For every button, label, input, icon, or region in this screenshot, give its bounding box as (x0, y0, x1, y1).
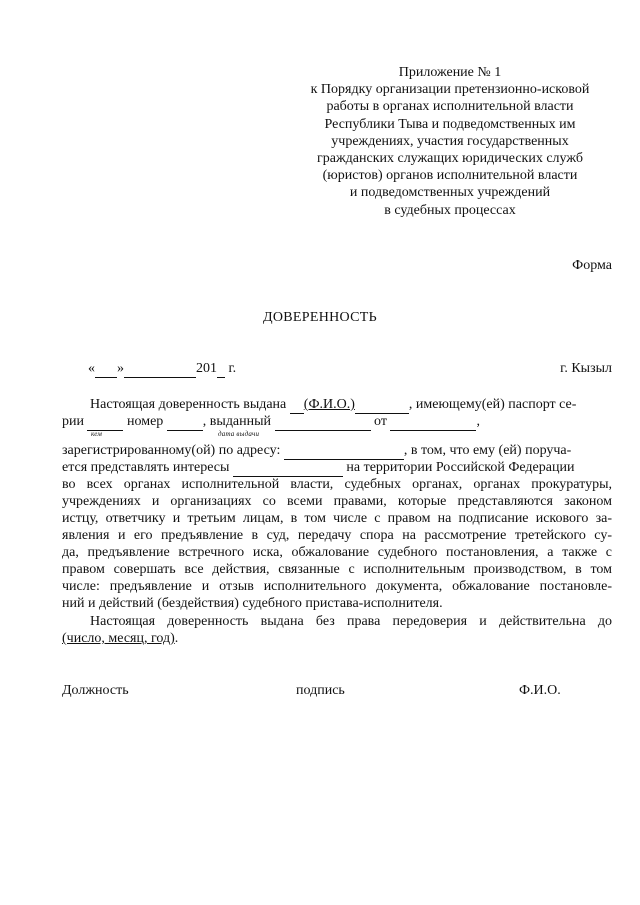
series-blank (87, 414, 123, 431)
body-line: Настоящая доверенность выдана без права передоверия и действительна до (90, 614, 612, 629)
caption-who: кем (91, 430, 103, 438)
body-line (62, 631, 612, 647)
signature-fio: Ф.И.О. (519, 683, 561, 698)
day-blank (95, 361, 117, 378)
annex-line: (юристов) органов исполнительной власти (322, 168, 578, 184)
body-line (62, 460, 612, 477)
annex-line: гражданских служащих юридических служб (317, 151, 583, 167)
body-text: ется представлять интересы (62, 460, 233, 475)
body-line: числе: предъявление и отзыв исполнительного документа, обжалование постановле- (62, 579, 612, 594)
issue-date-blank (390, 414, 476, 431)
body-line (62, 414, 612, 431)
year-suffix: г. (225, 361, 237, 376)
fio-field: (Ф.И.О.) (303, 397, 355, 412)
signature-sign: подпись (296, 683, 345, 698)
open-quote: « (88, 361, 95, 376)
body-line: да, предъявление встречного иска, обжалование судебного постановления, а также с (62, 545, 612, 560)
caption-date: дата выдачи (218, 430, 260, 438)
annex-line: Республики Тыва и подведомственных им (324, 116, 576, 132)
fio-blank-pre (290, 397, 304, 414)
annex-line: работы в органах исполнительной власти (326, 99, 574, 115)
body-text: , выданный (202, 414, 275, 429)
body-text: , имеющему(ей) паспорт се- (408, 397, 577, 412)
number-blank (167, 414, 203, 431)
annex-line: к Порядку организации претензионно-исковой (310, 82, 590, 98)
year-prefix: 201 (196, 361, 217, 376)
body-text: номер (123, 414, 167, 429)
body-text: рии (62, 414, 88, 429)
body-text: , в том, что ему (ей) поруча- (403, 443, 572, 458)
annex-line: и подведомственных учреждений (349, 185, 551, 201)
annex-line: Приложение № 1 (398, 65, 502, 80)
signature-position: Должность (62, 683, 129, 698)
body-text: Настоящая доверенность выдана (90, 397, 290, 412)
fio-blank-post (355, 397, 409, 414)
annex-header (300, 64, 600, 219)
body-line: во всех органах исполнительной власти, судебных органах, органах прокуратуры, (62, 477, 612, 492)
address-blank (284, 443, 404, 460)
body-text: , (476, 414, 480, 429)
body-text: от (370, 414, 391, 429)
annex-line: учреждениях, участия государственных (331, 133, 569, 149)
annex-line: в судебных процессах (384, 202, 516, 218)
body-line: явления и его предъявление в суд, передачу спора на рассмотрение третейского су- (62, 528, 612, 543)
date-line (88, 361, 236, 378)
month-blank (124, 361, 196, 378)
body-line: ний и действий (бездействия) судебного пристава-исполнителя. (62, 596, 443, 611)
body-line (62, 443, 612, 460)
body-line (62, 397, 612, 414)
body-line: правом совершать все действия, связанные с исполнительным производством, в том (62, 562, 612, 577)
document-title: ДОВЕРЕННОСТЬ (263, 310, 377, 325)
body-text: на территории Российской Федерации (342, 460, 575, 475)
issued-by-blank (275, 414, 371, 431)
form-label: Форма (572, 258, 612, 273)
body-line: учреждениях и организациях со всеми правами, которые представляются законом (62, 494, 612, 509)
valid-until-field: (число, месяц, год) (62, 631, 175, 646)
body-text: . (174, 631, 179, 646)
interests-blank (233, 460, 343, 477)
body-text: зарегистрированному(ой) по адресу: (62, 443, 284, 458)
body-line: истцу, ответчику и третьим лицам, в том числе с правом на подписание искового за- (62, 511, 612, 526)
close-quote: » (117, 361, 124, 376)
city: г. Кызыл (560, 361, 612, 376)
year-blank (217, 361, 225, 378)
